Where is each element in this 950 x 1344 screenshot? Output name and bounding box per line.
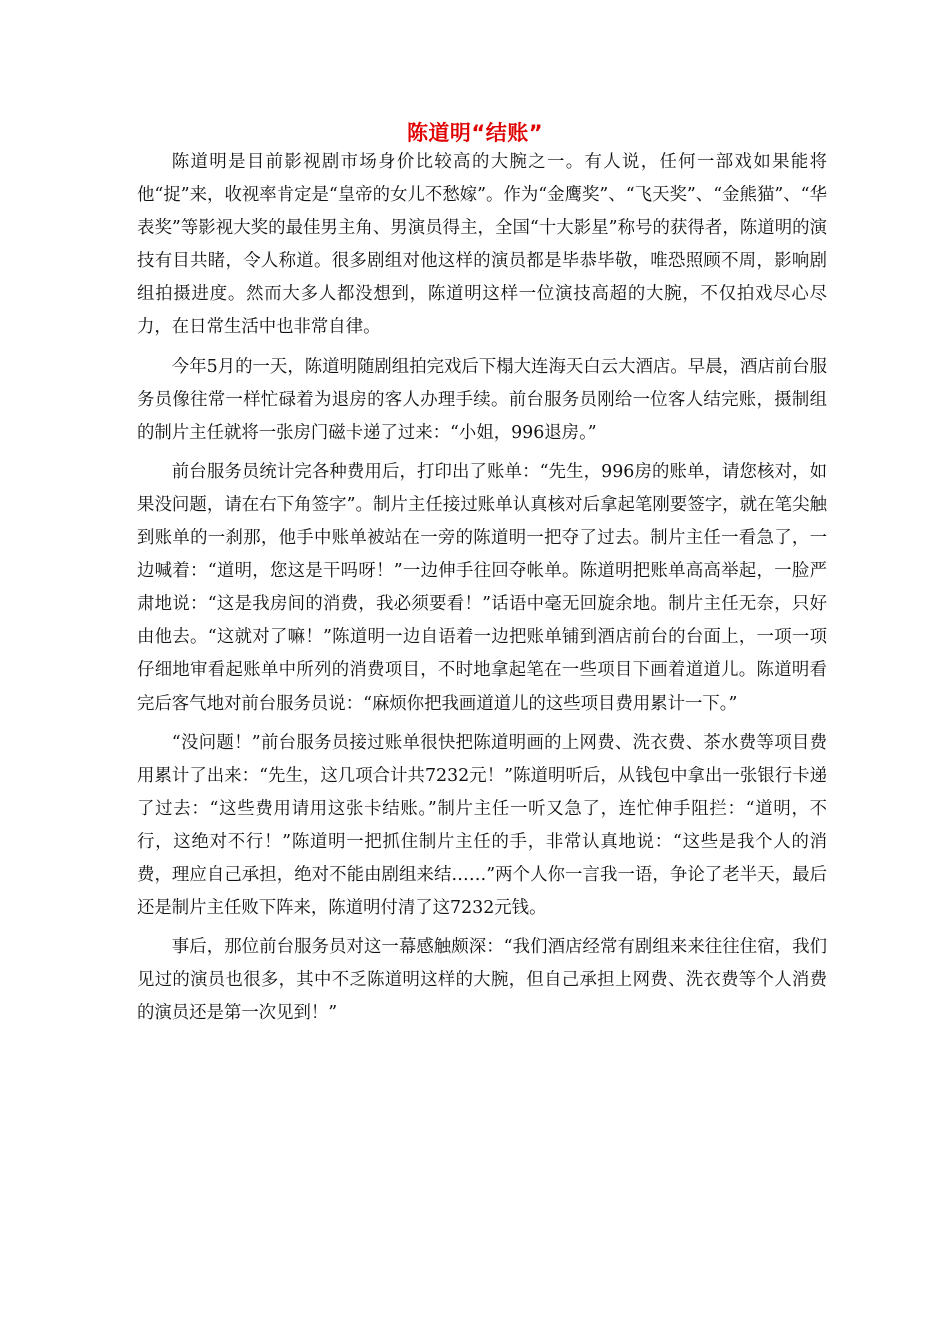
- paragraph-5: 事后，那位前台服务员对这一幕感触颇深：“我们酒店经常有剧组来来往往住宿，我们见过的演员也很多，其中不乏陈道明这样的大腕，但自己承担上网费、洗衣费等个人消费的演员还是第一次见到！”: [137, 937, 827, 1024]
- article-body: [137, 146, 827, 1030]
- paragraph-1: 陈道明是目前影视剧市场身价比较高的大腕之一。有人说，任何一部戏如果能将他“捉”来，收视率肯定是“皇帝的女儿不愁嫁”。作为“金鹰奖”、“飞天奖”、“金熊猫”、“华表奖”等影视大奖的最佳男主角、男演员得主，全国“十大影星”称号的获得者，陈道明的演技有目共睹，令人称道。很多剧组对他这样的演员都是毕恭毕敬，唯恐照顾不周，影响剧组拍摄进度。然而大多人都没想到，陈道明这样一位演技高超的大腕，不仅拍戏尽心尽力，在日常生活中也非常自律。: [137, 152, 827, 338]
- paragraph-2: 今年5月的一天，陈道明随剧组拍完戏后下榻大连海天白云大酒店。早晨，酒店前台服务员像往常一样忙碌着为退房的客人办理手续。前台服务员刚给一位客人结完账，摄制组的制片主任就将一张房门磁卡递了过来：“小姐，996退房。”: [137, 356, 827, 443]
- article-title: 陈道明“结账”: [406, 121, 544, 145]
- paragraph-4: “没问题！”前台服务员接过账单很快把陈道明画的上网费、洗衣费、茶水费等项目费用累计了出来：“先生，这几项合计共7232元！”陈道明听后，从钱包中拿出一张银行卡递了过去：“这些费用请用这张卡结账。”制片主任一听又急了，连忙伸手阻拦：“道明，不行，这绝对不行！”陈道明一把抓住制片主任的手，非常认真地说：“这些是我个人的消费，理应自己承担，绝对不能由剧组来结……”两个人你一言我一语，争论了老半天，最后还是制片主任败下阵来，陈道明付清了这7232元钱。: [137, 732, 827, 919]
- paragraph-3: 前台服务员统计完各种费用后，打印出了账单：“先生，996房的账单，请您核对，如果没问题，请在右下角签字”。制片主任接过账单认真核对后拿起笔刚要签字，就在笔尖触到账单的一刹那，他手中账单被站在一旁的陈道明一把夺了过去。制片主任一看急了，一边喊着：“道明，您这是干吗呀！”一边伸手往回夺帐单。陈道明把账单高高举起，一脸严肃地说：“这是我房间的消费，我必须要看！”话语中毫无回旋余地。制片主任无奈，只好由他去。“这就对了嘛！”陈道明一边自语着一边把账单铺到酒店前台的台面上，一项一项仔细地审看起账单中所列的消费项目，不时地拿起笔在一些项目下画着道道儿。陈道明看完后客气地对前台服务员说：“麻烦你把我画道道儿的这些项目费用累计一下。”: [137, 461, 827, 714]
